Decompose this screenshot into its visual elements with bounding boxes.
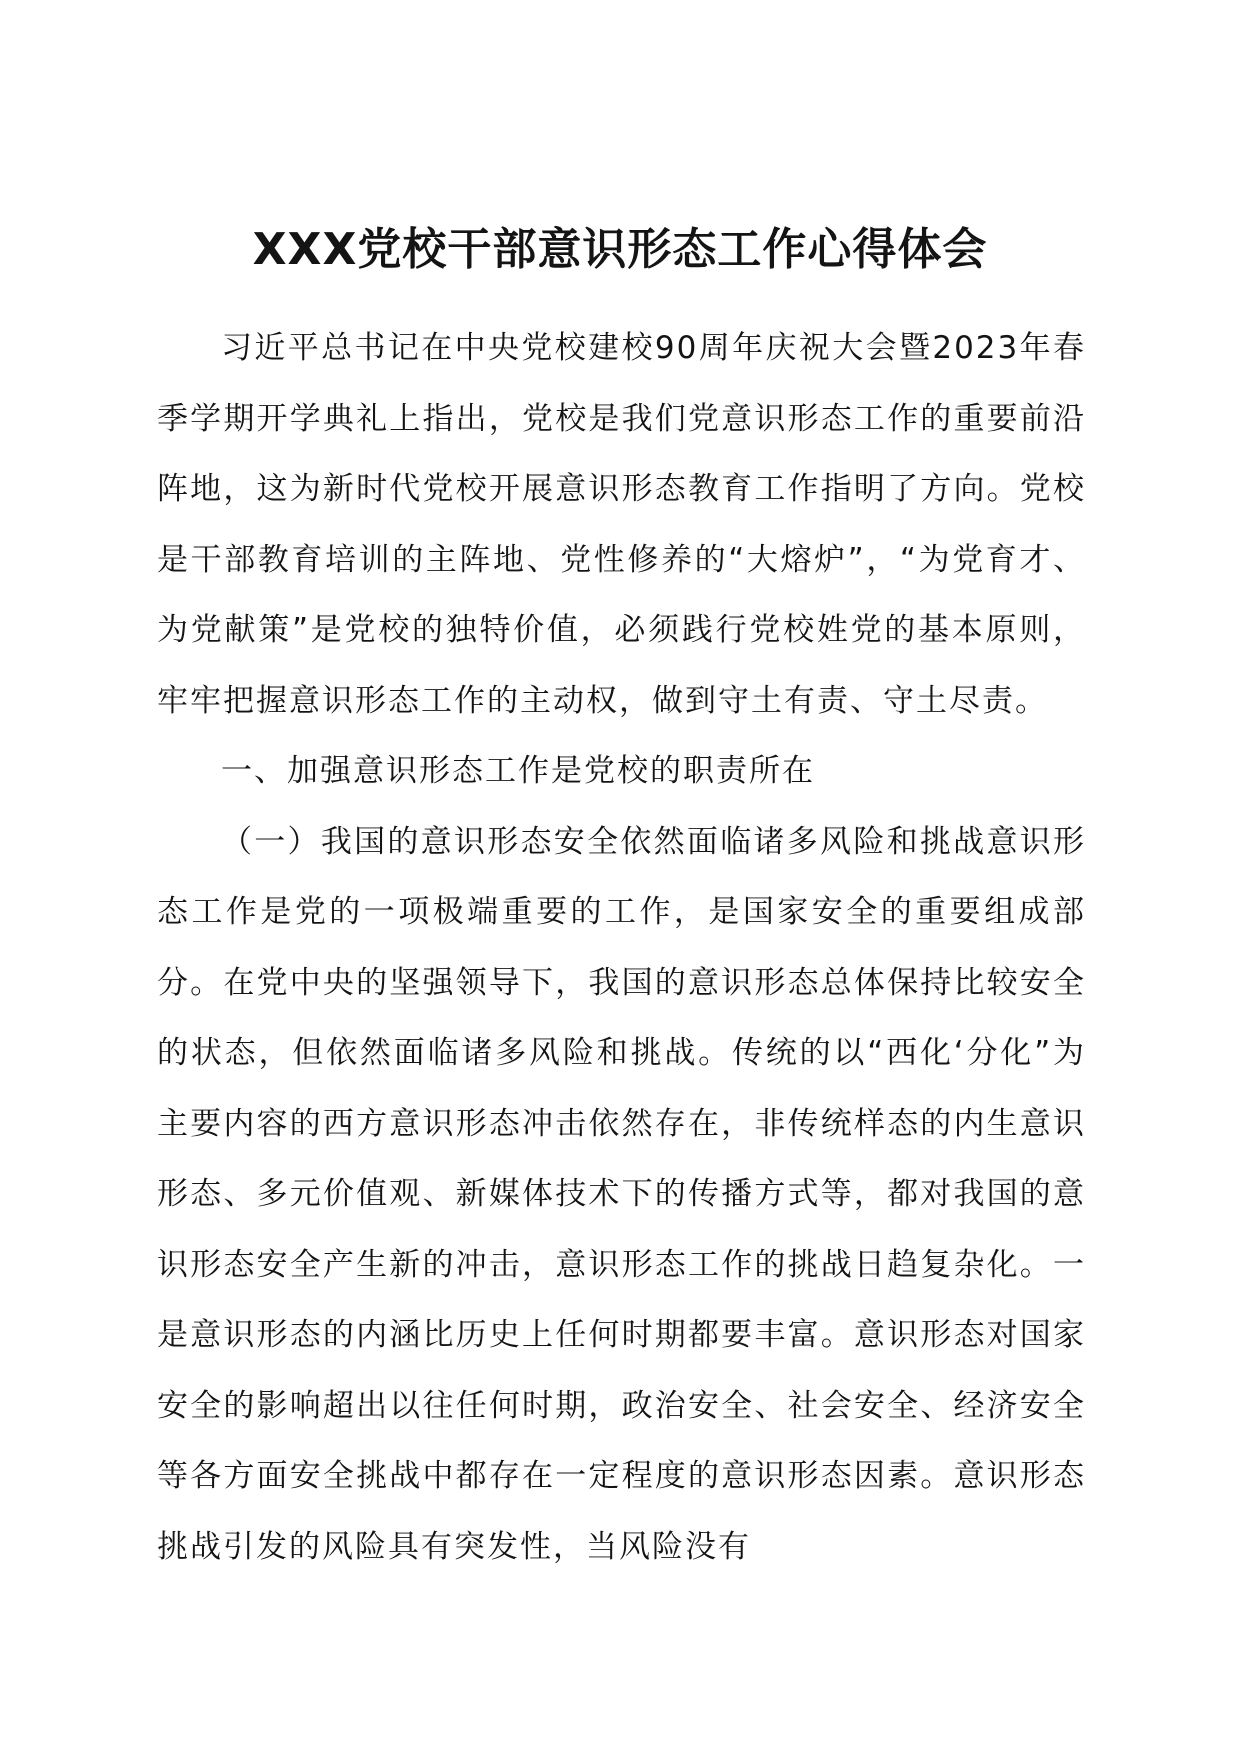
- intro-paragraph: 习近平总书记在中央党校建校90周年庆祝大会暨2023年春季学期开学典礼上指出，党校是我们党意识形态工作的重要前沿阵地，这为新时代党校开展意识形态教育工作指明了方向。党校是干部教育培训的主阵地、党性修养的“大熔炉”，“为党育才、为党献策”是党校的独特价值，必须践行党校姓党的基本原则，牢牢把握意识形态工作的主动权，做到守土有责、守土尽责。: [157, 330, 1086, 719]
- section-paragraph: （一）我国的意识形态安全依然面临诸多风险和挑战意识形态工作是党的一项极端重要的工作，是国家安全的重要组成部分。在党中央的坚强领导下，我国的意识形态总体保持比较安全的状态，但依然面临诸多风险和挑战。传统的以“西化‘分化”为主要内容的西方意识形态冲击依然存在，非传统样态的内生意识形态、多元价值观、新媒体技术下的传播方式等，都对我国的意识形态安全产生新的冲击，意识形态工作的挑战日趋复杂化。一是意识形态的内涵比历史上任何时期都要丰富。意识形态对国家安全的影响超出以往任何时期，政治安全、社会安全、经济安全等各方面安全挑战中都存在一定程度的意识形态因素。意识形态挑战引发的风险具有突发性，当风险没有: [157, 823, 1086, 1565]
- document-title: XXX党校干部意识形态工作心得体会: [252, 224, 988, 275]
- document-body: [157, 313, 1086, 1582]
- section-heading: 一、加强意识形态工作是党校的职责所在: [221, 753, 815, 789]
